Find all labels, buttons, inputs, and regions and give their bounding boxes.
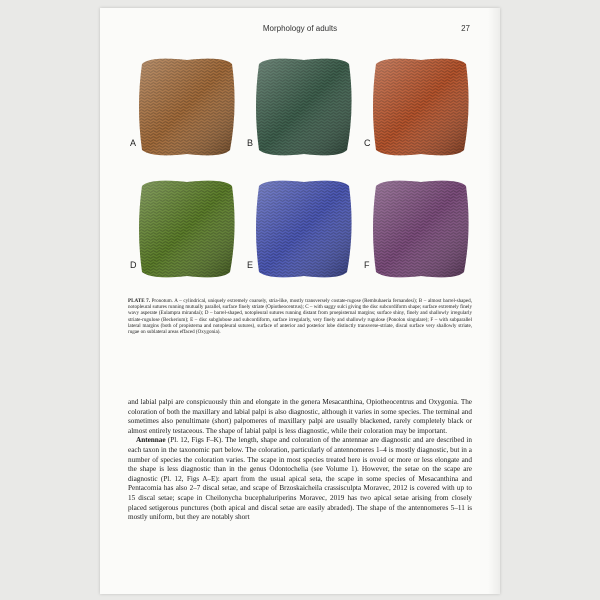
pronotum-plate-image (128, 52, 472, 288)
panel-label-d: D (130, 260, 137, 270)
antennae-text: (Pl. 12, Figs F–K). The length, shape and coloration of the antennae are diagnostic and are described in each taxon in the taxonomic part below. The coloration, particularly of antennomeres 1–4 is mostly diagnostic, but in a number of species the coloration varies. The scape in most species treated here is ovoid or more or less elongate and the shape is less diagnostic than in the genus Odontochelia (see Volume 1). However, the setae on the scape are diagnostic (Pl. 12, Figs A–E): apart from the usual apical seta, the scape in some species of Mesacanthina and Pentacomia has also 2–7 discal setae, and scape of Brzoskaicheila crassisculpta Moravec, 2012 is covered with up to 15 discal setae; scape in Cheilonycha bucephaluriperins Moravec, 2019 has two apical setae arising from closely placed setigerous punctures (both apical and discal setae are easily abraded). The shape of the antennomeres 5–11 is mostly uniform, but they are notably short (128, 436, 472, 522)
paragraph-antennae (128, 436, 472, 522)
running-title: Morphology of adults (262, 24, 338, 33)
pronotum-sheen-f (373, 181, 469, 278)
antennae-heading: Antennae (136, 436, 166, 445)
panel-label-c: C (364, 138, 371, 148)
panel-label-b: B (247, 138, 254, 148)
book-page (100, 8, 500, 594)
panel-label-f: F (364, 260, 370, 270)
page-edge-shadow (488, 8, 500, 594)
plate-caption (128, 298, 472, 335)
pronotum-sheen-e (256, 181, 352, 278)
caption-label: PLATE 7. (128, 298, 151, 304)
pronotum-sheen-a (139, 59, 235, 156)
body-text (128, 398, 472, 523)
plate-figure (128, 52, 472, 288)
pronotum-sheen-c (373, 59, 469, 156)
panel-label-e: E (247, 260, 254, 270)
running-header (100, 22, 500, 36)
paragraph-palpi: and labial palpi are conspicuously thin and elongate in the genera Mesacanthina, Opiotheocentrus and Oxygonia. The coloration of both the maxillary and labial palpi is also diagnostic, although it varies in some species. The terminal and sometimes also penultimate (short) palpomeres of maxillary palpi are usually blackened, rarely completely black or almost entirely testaceous. The shape of labial palpi is less diagnostic, while their coloration may be important. (128, 398, 472, 435)
page-number: 27 (461, 24, 470, 33)
caption-text: Pronotum. A – cylindrical, uniquely extremely coarsely, stria-like, mostly transversely costate-rugose (Rembuhaeria fernandesi); B – almost barrel-shaped, notopleural sutures running mutually parallel, surface finely striate (Opiotheocentrus); C – with saggy sulci giving the disc subcordiform shape; surface extremely finely wavy asperate (Eulampra mirandai); D – barrel-shaped, notopleural sutures running distant from proepisternal margins; surface shiny, finely and shallowly irregularly striate-rugulose (Beckerium); E – disc subglobose and subcordiform, surface irregularly, very finely and shallowly rugulose (Ponolon singulare); F – with subparallel lateral margins (both of propisterna and notopleural sutures), surface of anterior and posterior lobe distinctly transverse-striate, discal surface very shallowly striate, rugae on sublateral areas effaced (Oxygonia). (128, 298, 472, 336)
pronotum-sheen-b (256, 59, 352, 156)
panel-label-a: A (130, 138, 137, 148)
pronotum-sheen-d (139, 181, 235, 278)
